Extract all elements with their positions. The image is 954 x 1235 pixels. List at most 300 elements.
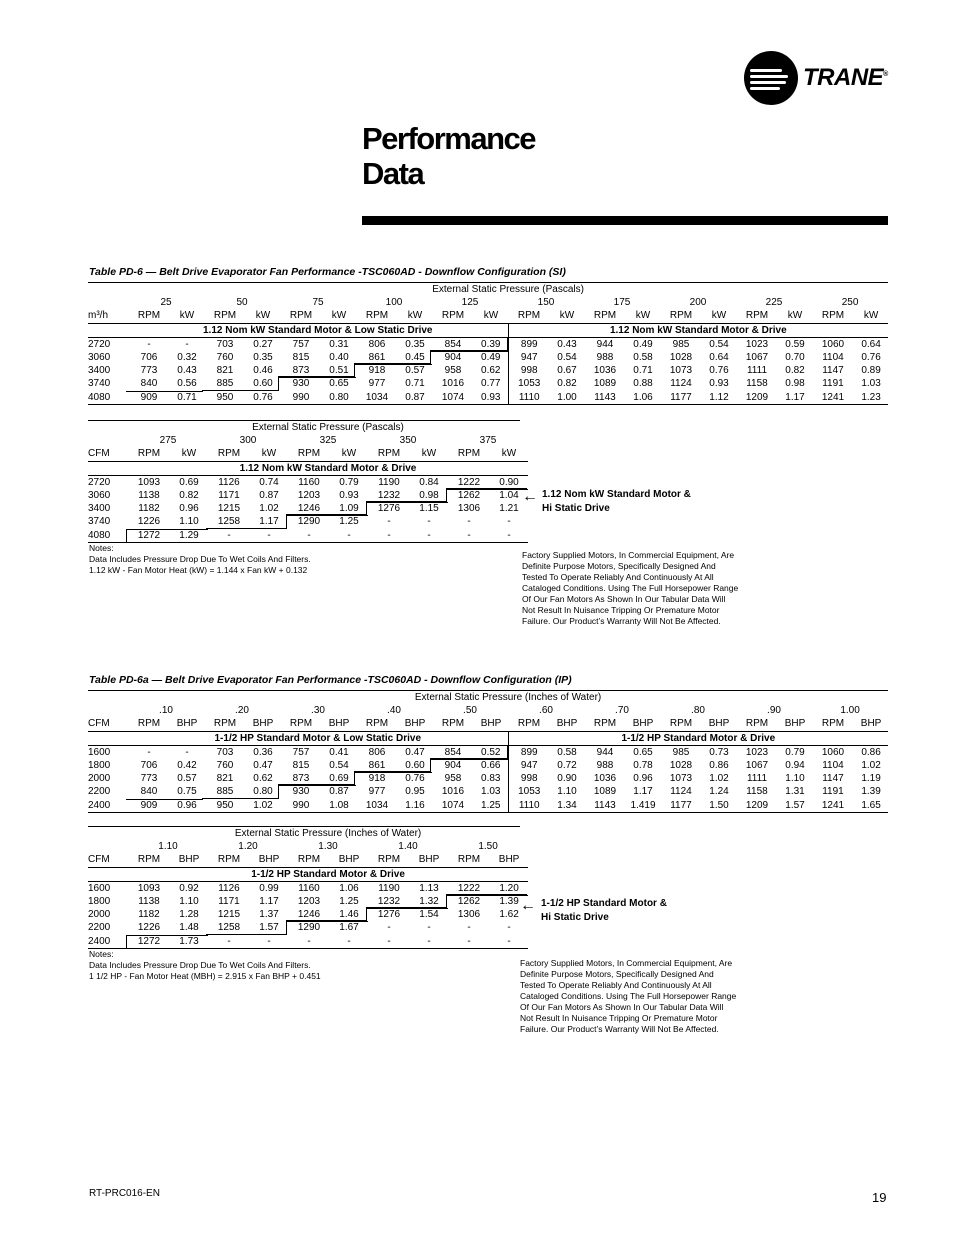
power-cell: 1.04 <box>499 490 519 502</box>
arrow-label <box>522 488 538 506</box>
rpm-cell: - <box>368 529 410 543</box>
power-cell: 0.69 <box>179 476 199 488</box>
rpm-header: RPM <box>736 309 778 323</box>
blank-cell <box>88 731 128 745</box>
power-cell: 0.71 <box>633 365 653 377</box>
table-row <box>88 391 888 405</box>
rpm-cell: - <box>147 338 151 350</box>
power-cell: 1.34 <box>550 799 584 813</box>
power-cell: 0.86 <box>861 746 881 758</box>
pressure-header: 1.50 <box>478 841 498 853</box>
rpm-cell: 706 <box>140 760 158 772</box>
rpm-cell: 1036 <box>593 773 617 785</box>
airflow-cell: 4080 <box>88 529 128 543</box>
rpm-cell: 873 <box>292 773 310 785</box>
power-header: BHP <box>550 717 584 731</box>
power-cell: 1.67 <box>339 922 359 934</box>
rpm-header: RPM <box>448 447 490 461</box>
rpm-cell: 1306 <box>457 909 481 921</box>
rpm-cell: - <box>208 529 250 543</box>
power-cell: 0.65 <box>633 746 653 758</box>
note-line: Tested To Operate Reliably And Continuously At All <box>520 980 712 990</box>
arrow-label <box>520 897 536 915</box>
rpm-cell: 958 <box>444 365 462 377</box>
power-cell: 0.46 <box>253 365 273 377</box>
note-line: Cataloged Conditions. Using The Full Horsepower Range <box>522 583 739 593</box>
power-header: kW <box>490 447 528 461</box>
table-pd6 <box>88 283 888 405</box>
power-cell: 1.73 <box>170 935 208 949</box>
rpm-cell: 977 <box>368 786 386 798</box>
rpm-cell: 1023 <box>745 338 769 350</box>
note-line: Cataloged Conditions. Using The Full Horsepower Range <box>520 991 737 1001</box>
rpm-cell: 1028 <box>669 760 693 772</box>
rpm-cell: 977 <box>368 378 386 390</box>
trane-logo-text: TRANE® <box>803 64 888 91</box>
note-line: 1 1/2 HP - Fan Motor Heat (MBH) = 2.915 x Fan BHP + 0.451 <box>89 971 321 981</box>
power-cell: 0.65 <box>329 378 349 390</box>
rpm-cell: - <box>467 516 471 528</box>
rpm-header: RPM <box>660 309 702 323</box>
rpm-cell: 1290 <box>297 516 321 528</box>
power-cell: 0.80 <box>253 786 273 798</box>
rpm-cell: 773 <box>140 773 158 785</box>
power-cell: - <box>507 516 511 528</box>
rpm-cell: 1276 <box>377 909 401 921</box>
note-line: Notes: <box>89 543 114 553</box>
power-cell: 1.08 <box>322 799 356 813</box>
rpm-cell: 1246 <box>297 503 321 515</box>
rpm-cell: 773 <box>140 365 158 377</box>
power-cell: 0.83 <box>481 773 501 785</box>
section-row <box>88 323 888 337</box>
pressure-header: 300 <box>239 435 257 447</box>
power-cell: 0.79 <box>339 476 359 488</box>
pressure-header: 1.20 <box>238 841 258 853</box>
rpm-cell: - <box>288 529 330 543</box>
power-cell: 1.29 <box>170 529 208 543</box>
table-row <box>88 908 528 921</box>
rpm-header: RPM <box>128 309 170 323</box>
rpm-cell: 1222 <box>457 882 481 894</box>
power-cell: 1.10 <box>557 786 577 798</box>
power-cell: 0.47 <box>253 760 273 772</box>
power-cell: 1.419 <box>626 799 660 813</box>
airflow-cell: 2400 <box>88 935 128 949</box>
rpm-cell: 760 <box>216 352 234 364</box>
rpm-cell: - <box>448 529 490 543</box>
rpm-cell: 990 <box>280 391 322 405</box>
hi-static-label: 1-1/2 HP Standard Motor & Hi Static Drive <box>541 898 667 923</box>
power-cell: 1.37 <box>259 909 279 921</box>
power-cell: 1.03 <box>861 378 881 390</box>
power-header: BHP <box>778 717 812 731</box>
rpm-cell: 1191 <box>822 378 844 390</box>
rpm-cell: 950 <box>204 799 246 813</box>
blank-cell <box>88 840 128 853</box>
blank-cell <box>88 421 128 434</box>
rpm-cell: 1126 <box>218 882 240 894</box>
pressure-header: 375 <box>479 435 497 447</box>
table-row <box>88 935 528 949</box>
rpm-cell: 1074 <box>432 391 474 405</box>
power-cell: 0.96 <box>170 799 204 813</box>
power-cell: 1.25 <box>339 516 359 528</box>
power-cell: 1.13 <box>419 882 439 894</box>
unit-header-row <box>88 717 888 731</box>
power-header: kW <box>398 309 432 323</box>
rpm-header: RPM <box>356 717 398 731</box>
rpm-cell: 909 <box>128 391 170 405</box>
table-row <box>88 772 888 785</box>
blank-cell <box>88 323 128 337</box>
power-cell: 0.98 <box>785 378 805 390</box>
power-cell: 0.87 <box>259 490 279 502</box>
rpm-cell: 988 <box>596 760 614 772</box>
rpm-cell: 1053 <box>508 785 550 798</box>
power-cell: 0.76 <box>405 773 425 785</box>
rpm-cell: 1023 <box>745 746 769 758</box>
power-cell: 0.87 <box>329 786 349 798</box>
power-cell: 0.73 <box>709 746 729 758</box>
power-cell: 0.27 <box>253 338 273 350</box>
rpm-cell: 1190 <box>378 476 400 488</box>
power-cell: 1.02 <box>259 503 279 515</box>
power-cell: 0.76 <box>861 352 881 364</box>
table-row <box>88 377 888 390</box>
power-cell: 0.69 <box>329 773 349 785</box>
power-cell: 0.57 <box>177 773 197 785</box>
power-header: BHP <box>474 717 508 731</box>
power-cell: 0.60 <box>405 760 425 772</box>
rpm-cell: 930 <box>292 378 310 390</box>
power-cell: 1.10 <box>179 516 199 528</box>
power-cell: 1.02 <box>709 773 729 785</box>
power-cell: 0.96 <box>179 503 199 515</box>
rpm-header: RPM <box>508 717 550 731</box>
power-header: BHP <box>250 853 288 867</box>
power-cell: 0.64 <box>709 352 729 364</box>
power-cell: 1.10 <box>179 896 199 908</box>
power-cell: - <box>490 529 528 543</box>
power-cell: 0.31 <box>329 338 349 350</box>
table-notes <box>89 949 321 982</box>
power-cell: 1.28 <box>179 909 199 921</box>
rpm-cell: 1073 <box>669 773 693 785</box>
rpm-cell: 944 <box>596 746 614 758</box>
rpm-cell: 1171 <box>218 490 240 502</box>
pressure-header: 250 <box>841 297 859 309</box>
power-cell: 1.46 <box>339 909 359 921</box>
rpm-header: RPM <box>288 447 330 461</box>
note-line: Not Result In Nuisance Tripping Or Premature Motor <box>522 605 720 615</box>
power-cell: 0.42 <box>177 760 197 772</box>
rpm-header: RPM <box>204 717 246 731</box>
rpm-cell: 703 <box>216 746 234 758</box>
power-cell: 0.92 <box>179 882 199 894</box>
rpm-cell: - <box>387 922 391 934</box>
rpm-header: RPM <box>128 853 170 867</box>
rpm-cell: 1067 <box>745 352 769 364</box>
title-rule <box>362 216 888 225</box>
power-cell: 0.82 <box>785 365 805 377</box>
power-cell: 0.82 <box>557 378 577 390</box>
airflow-cell: 2200 <box>88 922 111 934</box>
blank-cell <box>88 461 128 475</box>
rpm-cell: 1232 <box>377 896 401 908</box>
power-cell: 0.58 <box>633 352 653 364</box>
blank-cell <box>88 296 128 309</box>
esp-label: External Static Pressure (Inches of Water) <box>414 692 602 703</box>
table-pd6a <box>88 691 888 813</box>
note-line: 1.12 kW - Fan Motor Heat (kW) = 1.144 x Fan kW + 0.132 <box>89 565 308 575</box>
pressure-header: 1.00 <box>840 705 860 717</box>
power-cell: - <box>427 922 431 934</box>
power-cell: 0.96 <box>633 773 653 785</box>
power-cell: 1.48 <box>179 922 199 934</box>
rpm-header: RPM <box>280 309 322 323</box>
power-cell: 0.90 <box>557 773 577 785</box>
note-line: Tested To Operate Reliably And Continuously At All <box>522 572 714 582</box>
rpm-cell: 1191 <box>822 786 844 798</box>
unit-header-row <box>88 447 528 461</box>
power-header: kW <box>474 309 508 323</box>
table-row <box>88 515 528 528</box>
rpm-header: RPM <box>660 717 702 731</box>
power-cell: 0.41 <box>329 746 349 758</box>
rpm-cell: 1147 <box>822 773 844 785</box>
rpm-cell: 1034 <box>356 799 398 813</box>
airflow-cell: 1800 <box>88 896 111 908</box>
section-row <box>88 731 888 745</box>
rpm-cell: 885 <box>216 786 234 798</box>
power-header: kW <box>322 309 356 323</box>
rpm-cell: 918 <box>368 365 386 377</box>
power-cell: 1.17 <box>778 391 812 405</box>
rpm-cell: 1053 <box>508 377 550 390</box>
rpm-header: RPM <box>432 309 474 323</box>
airflow-cell: 2200 <box>88 786 111 798</box>
table-row <box>88 351 888 364</box>
rpm-header: RPM <box>208 447 250 461</box>
pressure-header: 200 <box>689 297 707 309</box>
rpm-cell: 854 <box>444 746 462 758</box>
rpm-cell: 1190 <box>378 882 400 894</box>
pressure-header-row <box>88 840 528 853</box>
rpm-cell: 861 <box>368 352 386 364</box>
power-header: BHP <box>246 717 280 731</box>
table-row <box>88 475 528 489</box>
note-line: Definite Purpose Motors, Specifically Designed And <box>522 561 716 571</box>
pressure-header-row <box>88 296 888 309</box>
power-cell: 0.99 <box>259 882 279 894</box>
rpm-cell: 1226 <box>137 922 161 934</box>
power-cell: 0.47 <box>405 746 425 758</box>
section-label-low-static: 1.12 Nom kW Standard Motor & Low Static Drive <box>128 323 508 337</box>
power-cell: - <box>490 935 528 949</box>
rpm-cell: 1093 <box>137 476 161 488</box>
rpm-cell: - <box>387 516 391 528</box>
rpm-header: RPM <box>288 853 330 867</box>
power-cell: 0.89 <box>861 365 881 377</box>
rpm-cell: 806 <box>368 338 386 350</box>
pressure-header: 275 <box>159 435 177 447</box>
pressure-header: 150 <box>537 297 555 309</box>
power-cell: 0.35 <box>253 352 273 364</box>
rpm-header: RPM <box>448 853 490 867</box>
rpm-cell: 918 <box>368 773 386 785</box>
note-line: Of Our Fan Motors As Shown In Our Tabular Data Will <box>520 1002 724 1012</box>
power-cell: 0.74 <box>259 476 279 488</box>
power-cell: 0.36 <box>253 746 273 758</box>
power-cell: 1.39 <box>499 896 519 908</box>
unit-header-row <box>88 853 528 867</box>
note-line: Failure. Our Product’s Warranty Will Not Be Affected. <box>520 1024 719 1034</box>
rpm-cell: 1067 <box>745 760 769 772</box>
rpm-cell: 1124 <box>670 786 692 798</box>
rpm-cell: 757 <box>292 338 310 350</box>
power-cell: 1.25 <box>339 896 359 908</box>
rpm-cell: 1160 <box>298 476 320 488</box>
rpm-cell: 1209 <box>736 799 778 813</box>
note-line: Failure. Our Product’s Warranty Will Not Be Affected. <box>522 616 721 626</box>
rpm-cell: - <box>467 922 471 934</box>
rpm-cell: 944 <box>596 338 614 350</box>
rpm-header: RPM <box>584 717 626 731</box>
rpm-cell: 1258 <box>217 922 241 934</box>
power-cell: - <box>330 935 368 949</box>
rpm-cell: 1272 <box>128 935 170 949</box>
pressure-header: .30 <box>311 705 325 717</box>
note-line: Definite Purpose Motors, Specifically Designed And <box>520 969 714 979</box>
power-cell: 0.43 <box>557 338 577 350</box>
rpm-cell: - <box>288 935 330 949</box>
rpm-cell: 947 <box>508 759 550 772</box>
rpm-cell: 1104 <box>822 760 844 772</box>
power-header: kW <box>854 309 888 323</box>
rpm-cell: 1177 <box>660 391 702 405</box>
rpm-header: RPM <box>368 853 410 867</box>
rpm-cell: 899 <box>508 745 550 759</box>
pressure-header: 175 <box>613 297 631 309</box>
power-cell: 0.32 <box>177 352 197 364</box>
rpm-cell: 998 <box>508 364 550 377</box>
rpm-cell: 885 <box>216 378 234 390</box>
rpm-header: RPM <box>812 717 854 731</box>
power-header: kW <box>778 309 812 323</box>
rpm-cell: 1060 <box>821 338 845 350</box>
rpm-cell: 998 <box>508 772 550 785</box>
power-cell: 0.70 <box>785 352 805 364</box>
pressure-header: 225 <box>765 297 783 309</box>
rpm-cell: 1138 <box>138 896 160 908</box>
power-cell: 0.80 <box>322 391 356 405</box>
pressure-header: .70 <box>615 705 629 717</box>
airflow-cell: 3060 <box>88 352 111 364</box>
airflow-cell: 2000 <box>88 773 111 785</box>
power-cell: 1.54 <box>419 909 439 921</box>
power-cell: 1.02 <box>861 760 881 772</box>
power-cell: 0.45 <box>405 352 425 364</box>
power-cell: - <box>410 529 448 543</box>
power-cell: 1.09 <box>339 503 359 515</box>
note-line: Of Our Fan Motors As Shown In Our Tabular Data Will <box>522 594 726 604</box>
airflow-cell: 1600 <box>88 746 111 758</box>
rpm-cell: 1124 <box>670 378 692 390</box>
rpm-cell: 1262 <box>457 896 481 908</box>
power-cell: 1.31 <box>785 786 805 798</box>
power-header: BHP <box>854 717 888 731</box>
pressure-header: 325 <box>319 435 337 447</box>
rpm-cell: 854 <box>444 338 462 350</box>
power-cell: 1.00 <box>550 391 584 405</box>
rpm-cell: 1126 <box>218 476 240 488</box>
power-cell: - <box>427 516 431 528</box>
table-row <box>88 881 528 895</box>
esp-label: External Static Pressure (Pascals) <box>252 422 404 433</box>
power-cell: 0.59 <box>785 338 805 350</box>
power-cell: 0.93 <box>474 391 508 405</box>
airflow-cell: 3400 <box>88 365 111 377</box>
airflow-cell: 3740 <box>88 516 111 528</box>
power-cell: 1.15 <box>419 503 439 515</box>
pressure-header: .80 <box>691 705 705 717</box>
esp-label: External Static Pressure (Pascals) <box>432 284 584 295</box>
rpm-header: RPM <box>736 717 778 731</box>
rpm-cell: - <box>368 935 410 949</box>
table-row <box>88 489 528 502</box>
rpm-cell: 1246 <box>297 909 321 921</box>
rpm-cell: 1143 <box>584 391 626 405</box>
pressure-header: .10 <box>159 705 173 717</box>
rpm-cell: 1241 <box>812 391 854 405</box>
note-line: Factory Supplied Motors, In Commercial Equipment, Are <box>520 958 733 968</box>
rpm-cell: - <box>147 746 151 758</box>
rpm-header: RPM <box>432 717 474 731</box>
power-cell: 1.10 <box>785 773 805 785</box>
rpm-cell: 1028 <box>669 352 693 364</box>
power-cell: 0.78 <box>633 760 653 772</box>
rpm-cell: 1182 <box>138 909 160 921</box>
section-row <box>88 867 528 881</box>
rpm-cell: 873 <box>292 365 310 377</box>
section-label: 1-1/2 HP Standard Motor & Drive <box>128 867 528 881</box>
power-cell: 1.65 <box>854 799 888 813</box>
power-cell: 1.62 <box>499 909 519 921</box>
rpm-cell: 1093 <box>137 882 161 894</box>
rpm-cell: 988 <box>596 352 614 364</box>
rpm-cell: 1073 <box>669 365 693 377</box>
rpm-cell: 1215 <box>217 503 241 515</box>
power-cell: 1.12 <box>702 391 736 405</box>
rpm-cell: 1158 <box>746 378 768 390</box>
rpm-cell: 821 <box>216 365 234 377</box>
motor-warranty-note <box>520 958 780 1035</box>
rpm-cell: 930 <box>292 786 310 798</box>
power-cell: 1.50 <box>702 799 736 813</box>
airflow-cell: 4080 <box>88 391 128 405</box>
power-cell: 1.17 <box>259 516 279 528</box>
table-row <box>88 502 528 515</box>
table-row <box>88 745 888 759</box>
power-cell: 1.03 <box>481 786 501 798</box>
table-row <box>88 799 888 813</box>
pressure-header: 125 <box>461 297 479 309</box>
power-cell: - <box>185 338 189 350</box>
rpm-cell: - <box>208 935 250 949</box>
rpm-cell: 1276 <box>377 503 401 515</box>
power-cell: 0.54 <box>709 338 729 350</box>
